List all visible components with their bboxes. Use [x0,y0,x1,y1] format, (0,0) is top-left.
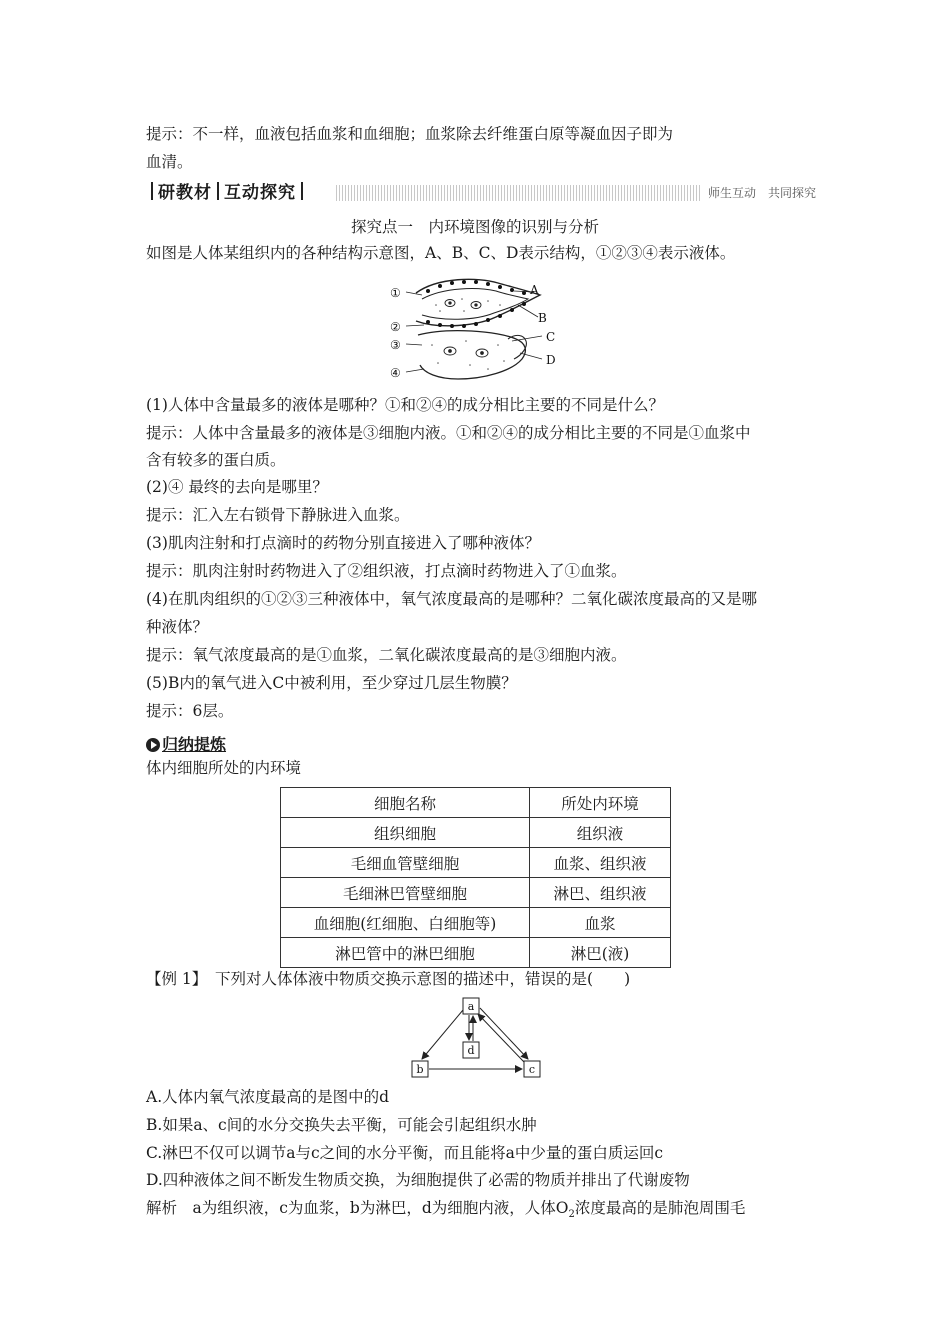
option-b: B.如果a、c间的水分交换失去平衡，可能会引起组织水肿 [146,1116,537,1134]
banner-title-part1: 研教材 [158,183,212,203]
option-d: D.四种液体之间不断发生物质交换，为细胞提供了必需的物质并排出了代谢废物 [146,1171,690,1189]
figure-label-1: ① [390,286,401,300]
example-question: 【例 1】 下列对人体体液中物质交换示意图的描述中，错误的是( ) [146,970,631,988]
question-5: (5)B内的氧气进入C中被利用，至少穿过几层生物膜？ [146,674,517,692]
figure-label-B: B [538,311,547,325]
table-row [281,938,671,968]
node-b-label: b [416,1063,424,1076]
plasma-dots [435,298,501,312]
figure-label-D: D [546,353,556,367]
table-row [281,818,671,848]
summary-heading [146,732,226,755]
answer-3: 提示：肌肉注射时药物进入了②组织液，打点滴时药物进入了①血浆。 [146,562,627,580]
banner-bar [217,182,219,200]
table-row [281,908,671,938]
analysis-subscript: 2 [568,1209,575,1221]
table-cell: 组织细胞 [281,818,530,848]
node-a-label: a [467,1000,475,1013]
blood-cells [445,300,481,309]
arrow-a-to-b [422,1010,463,1059]
option-c: C.淋巴不仅可以调节a与c之间的水分平衡，而且能将a中少量的蛋白质运回c [146,1144,664,1162]
banner-bar [301,182,303,200]
arrow-a-to-c [480,1008,528,1059]
analysis-line [146,1198,745,1225]
tissue-structure-figure [388,275,568,387]
table-header-cell: 所处内环境 [530,788,671,818]
banner-title-part2: 互动探究 [224,183,296,203]
figure-label-A: A [530,283,539,297]
summary-heading-text: 归纳提炼 [162,735,227,754]
explore-title: 探究点一 内环境图像的识别与分析 [350,218,599,236]
node-c-label: c [528,1063,536,1076]
analysis-suffix: 浓度最高的是肺泡周围毛 [574,1199,746,1217]
table-cell: 淋巴、组织液 [530,878,671,908]
explore-description: 如图是人体某组织内的各种结构示意图，A、B、C、D表示结构，①②③④表示液体。 [146,244,736,262]
banner-right-text: 师生互动 共同探究 [702,182,816,204]
question-4-line-2: 种液体？ [146,618,209,636]
table-row [281,878,671,908]
question-4-line-1: (4)在肌肉组织的①②③三种液体中，氧气浓度最高的是哪种？二氧化碳浓度最高的又是哪 [146,590,757,608]
banner-bar [151,182,153,200]
table-header-cell: 细胞名称 [281,788,530,818]
table-cell: 淋巴(液) [530,938,671,968]
arrow-c-to-a [478,1014,524,1062]
table-row [281,848,671,878]
intro-line-2: 血清。 [146,153,193,171]
answer-5: 提示：6层。 [146,702,234,720]
figure-label-C: C [546,330,556,344]
table-cell: 血细胞(红细胞、白细胞等) [281,908,530,938]
table-cell: 淋巴管中的淋巴细胞 [281,938,530,968]
question-2: (2)④ 最终的去向是哪里？ [146,478,328,496]
fluid-exchange-diagram [406,994,546,1080]
play-icon [146,738,160,752]
table-cell: 毛细血管壁细胞 [281,848,530,878]
summary-subtitle: 体内细胞所处的内环境 [146,759,302,777]
table-cell: 血浆 [530,908,671,938]
cell-environment-table [280,787,671,968]
intro-line-1: 提示：不一样，血液包括血浆和血细胞；血浆除去纤维蛋白原等凝血因子即为 [146,125,674,143]
table-cell: 组织液 [530,818,671,848]
answer-1-line-2: 含有较多的蛋白质。 [146,451,286,469]
table-cell: 血浆、组织液 [530,848,671,878]
section-banner [146,182,816,204]
analysis-prefix: 解析 a为组织液，c为血浆，b为淋巴，d为细胞内液，人体O [146,1199,569,1217]
figure-label-4: ④ [390,366,401,380]
answer-1-line-1: 提示：人体中含量最多的液体是③细胞内液。①和②④的成分相比主要的不同是①血浆中 [146,424,751,442]
figure-label-2: ② [390,320,401,334]
banner-title [146,182,312,204]
option-a: A.人体内氧气浓度最高的是图中的d [146,1088,390,1106]
question-3: (3)肌肉注射和打点滴时的药物分别直接进入了哪种液体？ [146,534,540,552]
answer-4: 提示：氧气浓度最高的是①血浆，二氧化碳浓度最高的是③细胞内液。 [146,646,627,664]
tissue-dots [431,340,505,370]
question-1: (1)人体中含量最多的液体是哪种？①和②④的成分相比主要的不同是什么？ [146,396,664,414]
tissue-cells [444,347,488,357]
node-d-label: d [467,1044,475,1057]
figure-label-3: ③ [390,338,401,352]
answer-2: 提示：汇入左右锁骨下静脉进入血浆。 [146,506,410,524]
table-cell: 毛细淋巴管壁细胞 [281,878,530,908]
table-header-row [281,788,671,818]
